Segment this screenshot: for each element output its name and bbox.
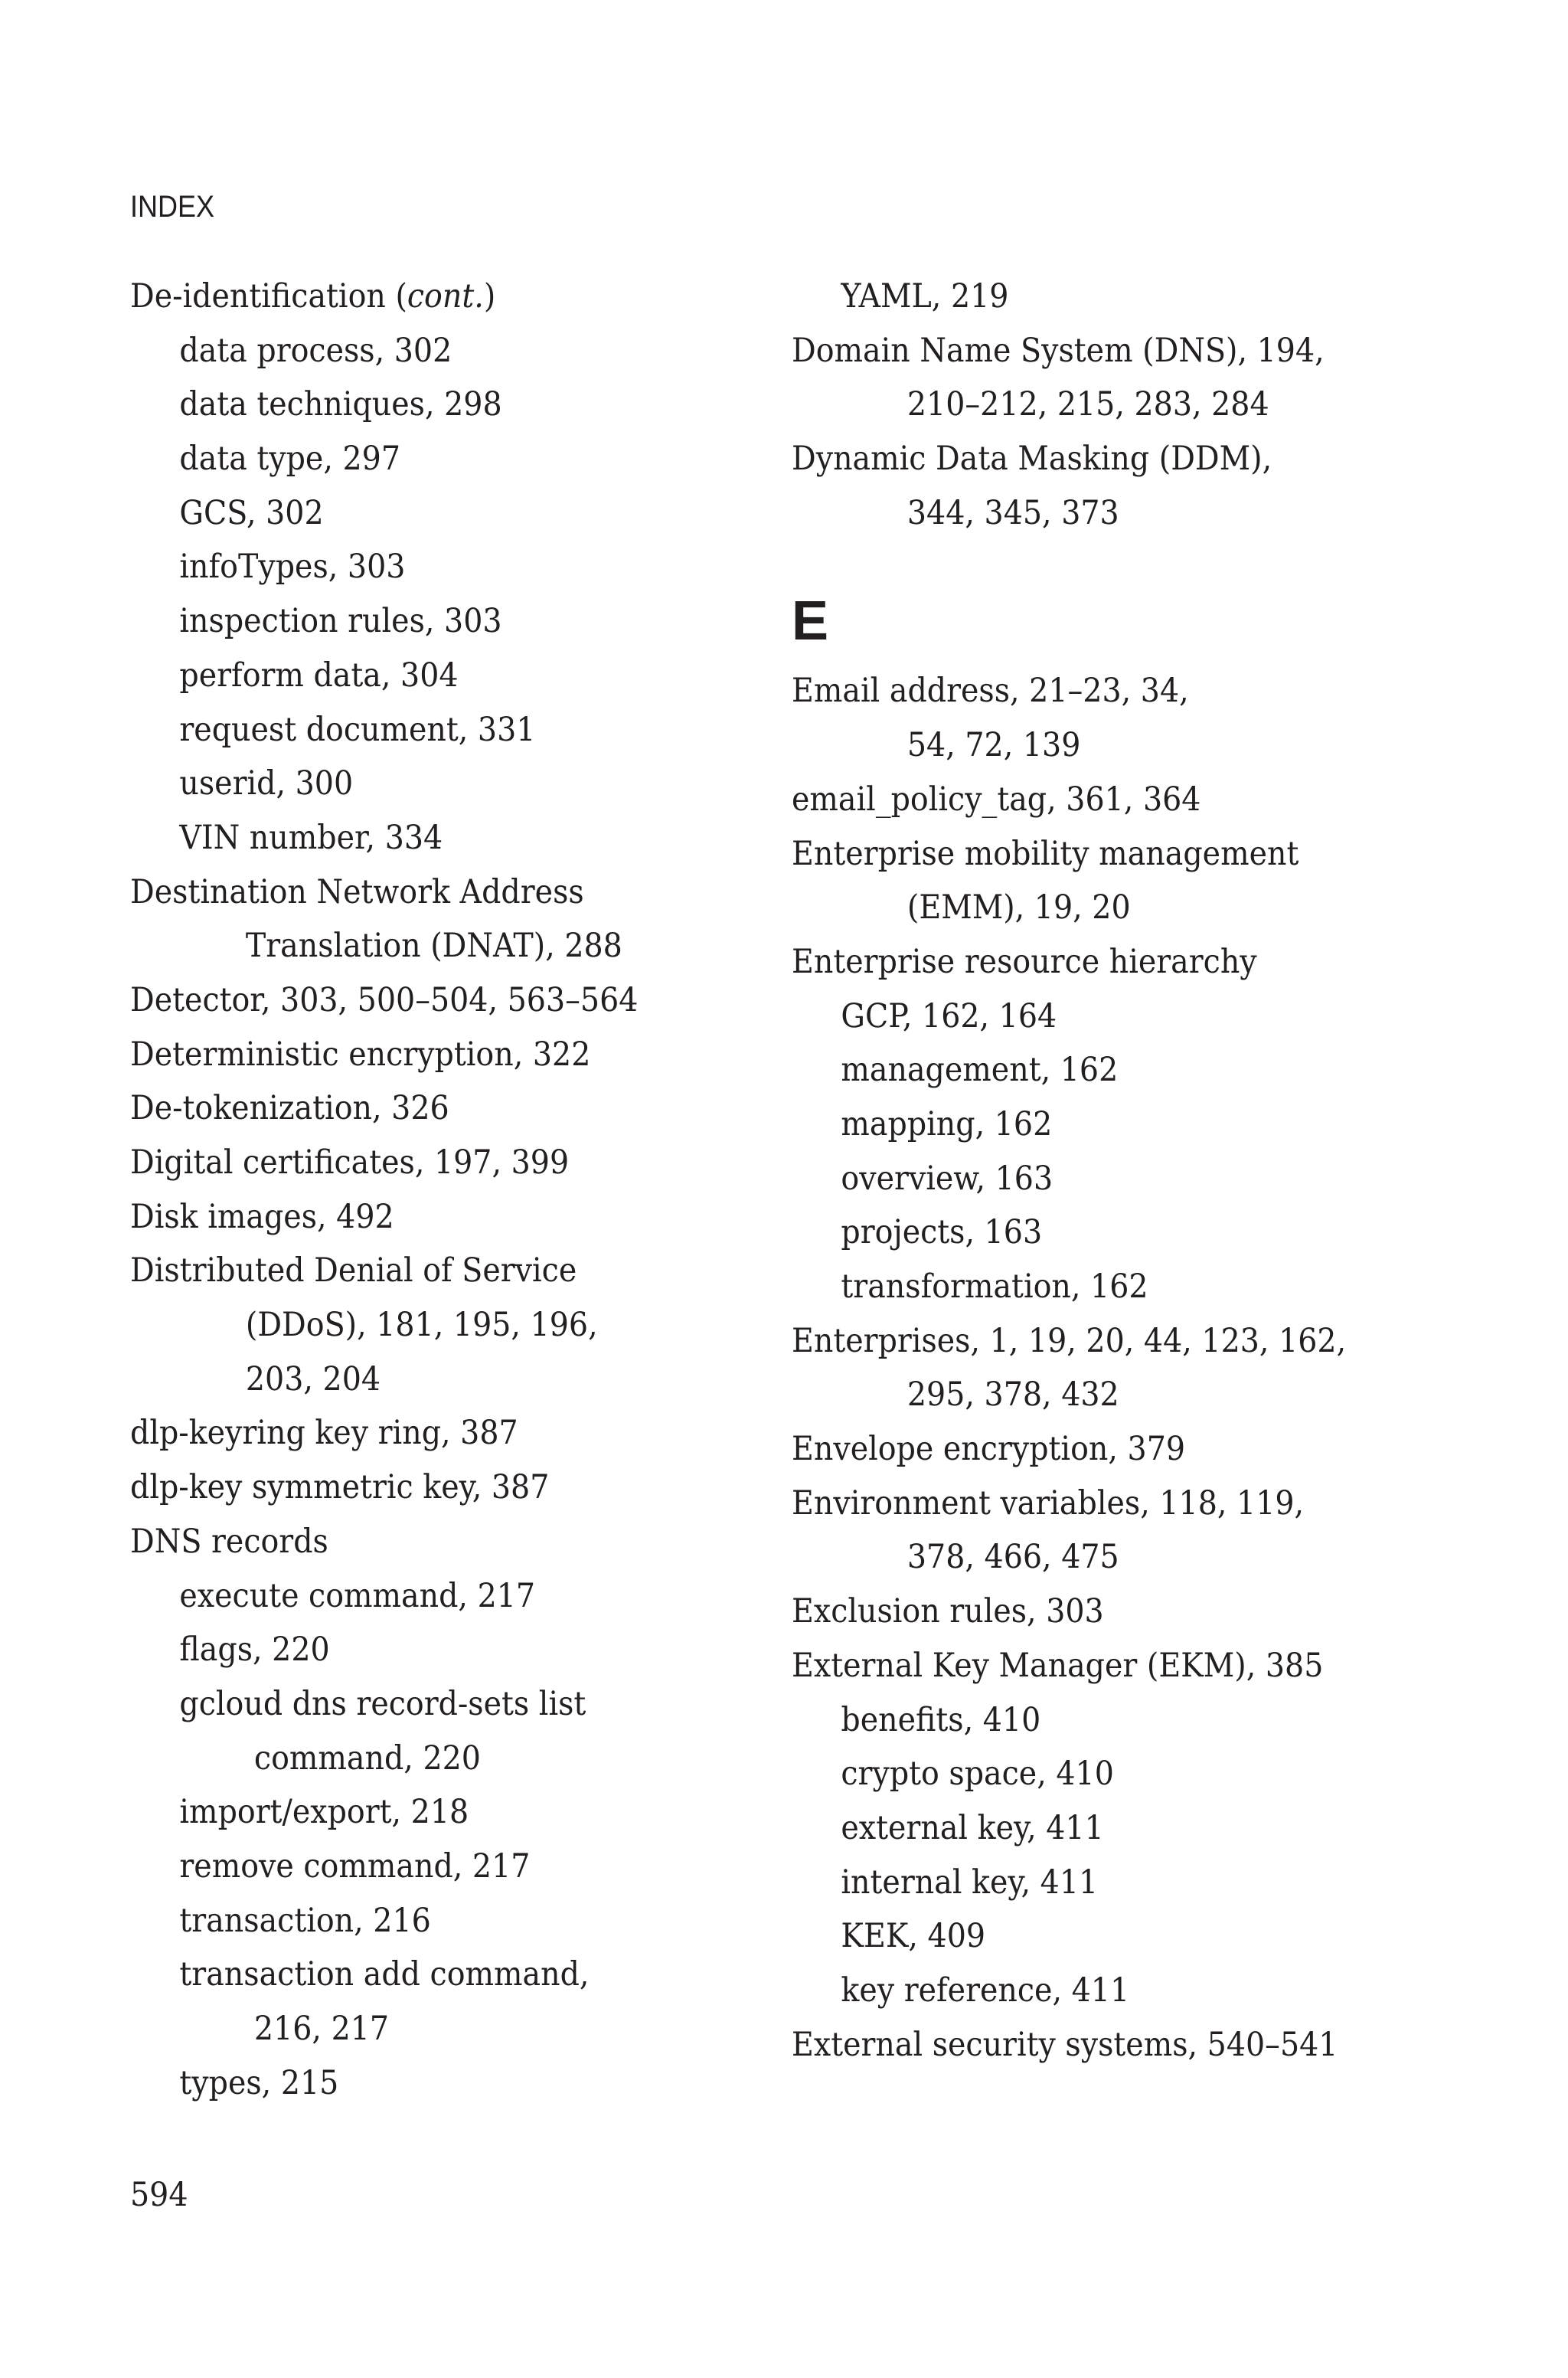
index-entry-continuation: command, 220 [253, 1739, 481, 1778]
index-column-left [130, 270, 804, 2110]
index-entry-line: Enterprises, 1, 19, 20, 44, 123, 162, [792, 1321, 1347, 1360]
index-entry [130, 1081, 750, 1136]
index-entry-line: data process, 302 [179, 331, 452, 370]
index-subentry [130, 649, 750, 703]
index-subentry [130, 540, 750, 594]
index-entry-continuation: 216, 217 [253, 2010, 390, 2048]
index-entry-line: overview, 163 [841, 1159, 1054, 1198]
index-entry-line: Exclusion rules, 303 [792, 1592, 1104, 1631]
page-number: 594 [130, 2176, 188, 2214]
index-entry-text: De-identification ( [130, 277, 407, 316]
index-entry [130, 1190, 750, 1245]
index-entry-continuation: 54, 72, 139 [906, 726, 1081, 765]
index-entry-line: VIN number, 334 [179, 818, 443, 857]
index-subentry [130, 1894, 750, 1948]
index-entry [130, 270, 750, 324]
index-subentry [130, 1840, 750, 1894]
index-subentry [792, 1205, 1412, 1260]
index-subentry [792, 1801, 1412, 1856]
index-entry-continuation: 203, 204 [245, 1359, 381, 1398]
index-entry-continuation: 344, 345, 373 [906, 493, 1119, 532]
index-entry-continuation: 378, 466, 475 [906, 1538, 1119, 1577]
index-subentry [792, 1909, 1412, 1964]
index-entry-line: data type, 297 [179, 440, 401, 479]
index-entry-line: Disk images, 492 [130, 1197, 394, 1236]
index-entry-line: Destination Network Address [130, 872, 584, 911]
index-entry-line: email_policy_tag, 361, 364 [792, 780, 1201, 819]
index-entry-line: transformation, 162 [841, 1268, 1148, 1306]
index-entry [792, 1314, 1412, 1422]
index-entry-line: Email address, 21–23, 34, [792, 672, 1189, 711]
index-entry-continuation: (EMM), 19, 20 [906, 888, 1131, 927]
index-column-right [792, 270, 1465, 2072]
continued-marker: cont. [407, 277, 484, 316]
index-entry [792, 1585, 1412, 1639]
index-entry-line: management, 162 [841, 1051, 1119, 1090]
index-entry-line: transaction, 216 [179, 1901, 431, 1940]
index-entry-line: types, 215 [179, 2063, 339, 2102]
index-entry [130, 1028, 750, 1082]
index-entry-line: De-tokenization, 326 [130, 1089, 449, 1128]
index-entry-line: userid, 300 [179, 764, 354, 803]
index-entry-line: GCS, 302 [179, 493, 324, 532]
index-subentry [792, 1693, 1412, 1748]
index-entry-continuation: Translation (DNAT), 288 [245, 927, 622, 966]
index-subentry [130, 378, 750, 432]
index-entry [130, 1515, 750, 1569]
index-entry-continuation: 295, 378, 432 [906, 1375, 1119, 1415]
index-entry-line: mapping, 162 [841, 1104, 1053, 1143]
index-entry-line: perform data, 304 [179, 656, 459, 695]
index-subentry [130, 811, 750, 865]
index-entry-continuation: (DDoS), 181, 195, 196, [245, 1306, 598, 1345]
index-subentry [792, 1260, 1412, 1314]
index-subentry [130, 1623, 750, 1677]
index-entry [792, 1639, 1412, 1693]
index-entry [130, 865, 750, 973]
index-entry-line: crypto space, 410 [841, 1755, 1114, 1794]
index-entry-line: external key, 411 [841, 1808, 1104, 1847]
index-entry-line: import/export, 218 [179, 1793, 469, 1832]
index-entry-line: remove command, 217 [179, 1846, 531, 1886]
index-entry [792, 935, 1412, 989]
index-entry-line: request document, 331 [179, 710, 536, 749]
index-entry-line: Domain Name System (DNS), 194, [792, 331, 1325, 370]
index-subentry [130, 1569, 750, 1624]
index-entry-line: Enterprise mobility management [792, 834, 1299, 873]
index-entry-line: GCP, 162, 164 [841, 996, 1057, 1035]
index-entry-line [130, 270, 750, 324]
index-entry-line: projects, 163 [841, 1213, 1043, 1252]
index-entry-line: key reference, 411 [841, 1971, 1130, 2010]
index-entry-text: ) [483, 277, 496, 316]
index-entry [792, 664, 1412, 772]
index-subentry [130, 703, 750, 757]
index-subentry [130, 486, 750, 541]
index-subentry [792, 1964, 1412, 2018]
index-entry [792, 1422, 1412, 1477]
running-head: INDEX [130, 190, 215, 224]
index-entry [130, 1460, 750, 1515]
index-entry-line: Digital certificates, 197, 399 [130, 1143, 570, 1182]
index-subentry [130, 432, 750, 486]
index-subentry [792, 1097, 1412, 1152]
index-entry-line: Deterministic encryption, 322 [130, 1035, 591, 1074]
index-entry-line: Dynamic Data Masking (DDM), [792, 440, 1272, 479]
index-entry [130, 973, 750, 1028]
index-entry-line: Detector, 303, 500–504, 563–564 [130, 980, 639, 1019]
index-subentry [792, 1152, 1412, 1206]
index-entry-line: External Key Manager (EKM), 385 [792, 1646, 1324, 1685]
index-entry [792, 773, 1412, 827]
index-entry [792, 827, 1412, 935]
index-entry-line: Enterprise resource hierarchy [792, 942, 1257, 981]
section-spacer [792, 540, 1465, 594]
index-entry-line: dlp-keyring key ring, 387 [130, 1414, 518, 1453]
index-subentry [130, 1677, 750, 1785]
index-subentry [130, 1948, 750, 2056]
index-entry-line: internal key, 411 [841, 1863, 1099, 1902]
index-subentry [792, 989, 1412, 1044]
index-subentry [130, 324, 750, 378]
index-entry-line: benefits, 410 [841, 1700, 1041, 1739]
index-entry-line: execute command, 217 [179, 1576, 536, 1615]
index-entry-line: flags, 220 [179, 1631, 330, 1670]
index-subentry [130, 1785, 750, 1840]
index-subentry [792, 1856, 1412, 1910]
index-entry-line: KEK, 409 [841, 1917, 986, 1956]
index-entry [792, 2018, 1412, 2072]
index-entry-continuation: 210–212, 215, 283, 284 [906, 385, 1269, 424]
index-entry-line: inspection rules, 303 [179, 602, 502, 641]
index-entry-line: Distributed Denial of Service [130, 1251, 577, 1290]
index-entry [130, 1136, 750, 1190]
index-entry-line: External security systems, 540–541 [792, 2025, 1338, 2064]
index-entry-line: YAML, 219 [841, 277, 1009, 316]
index-subentry [130, 594, 750, 649]
index-entry-line: data techniques, 298 [179, 385, 502, 424]
index-entry [792, 324, 1412, 432]
index-entry-line: Environment variables, 118, 119, [792, 1483, 1305, 1523]
index-subentry [792, 1747, 1412, 1801]
index-subentry [130, 2056, 750, 2111]
index-entry-line: gcloud dns record-sets list [179, 1684, 586, 1723]
index-entry-line: transaction add command, [179, 1955, 590, 1994]
index-entry-line: Envelope encryption, 379 [792, 1430, 1186, 1469]
index-entry-line: infoTypes, 303 [179, 548, 406, 587]
index-entry [792, 432, 1412, 540]
section-letter-heading: E [792, 590, 829, 653]
index-entry-line: DNS records [130, 1522, 328, 1561]
index-entry [792, 1477, 1412, 1585]
index-entry [130, 1244, 750, 1406]
index-subentry [792, 1043, 1412, 1097]
index-entry [130, 1406, 750, 1460]
index-subentry [792, 270, 1412, 324]
index-subentry [130, 757, 750, 811]
index-entry-line: dlp-key symmetric key, 387 [130, 1468, 550, 1507]
